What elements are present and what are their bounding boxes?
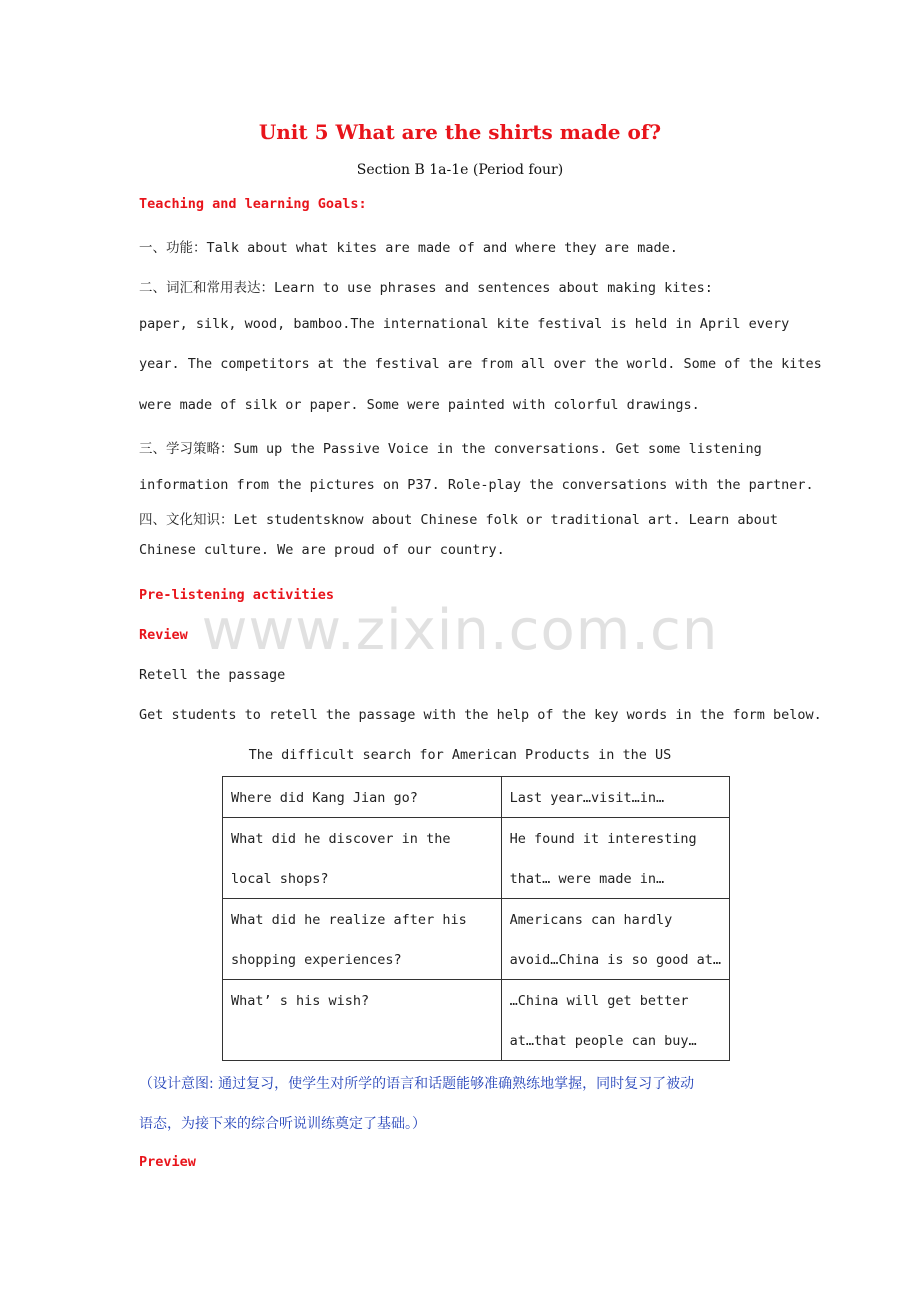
goal-strategy-line-2: information from the pictures on P37. Role-play the conversations with the partner.	[139, 477, 814, 493]
retell-line: Retell the passage	[139, 667, 286, 683]
question-text: local shops?	[231, 871, 329, 887]
key-words-cell	[501, 777, 729, 818]
key-words-table	[222, 776, 730, 1061]
preview-heading: Preview	[139, 1154, 196, 1170]
key-words-text: …China will get better	[509, 993, 689, 1009]
key-words-cell	[501, 818, 729, 899]
question-text: What’ s his wish?	[231, 993, 370, 1009]
page-title: Unit 5 What are the shirts made of?	[258, 120, 662, 144]
watermark: www.zixin.com.cn	[201, 598, 719, 663]
design-note-line-2: 语态，为接下来的综合听说训练奠定了基础。）	[139, 1116, 426, 1132]
review-heading: Review	[139, 627, 188, 643]
table-row	[223, 899, 730, 980]
question-cell	[223, 818, 502, 899]
goal-vocabulary-line-4: were made of silk or paper. Some were painted with colorful drawings.	[139, 397, 700, 413]
question-text: Where did Kang Jian go?	[231, 790, 418, 806]
table-row	[223, 980, 730, 1061]
goal-culture-line-1: 四、文化知识：Let studentsknow about Chinese folk or traditional art. Learn about	[139, 512, 779, 528]
question-cell	[223, 899, 502, 980]
goals-heading: Teaching and learning Goals:	[139, 196, 367, 212]
goal-vocabulary-line-2: paper, silk, wood, bamboo.The international kite festival is held in April every	[139, 316, 790, 332]
key-words-text: Last year…visit…in…	[509, 790, 665, 806]
design-note-line-1: （设计意图: 通过复习，使学生对所学的语言和话题能够准确熟练地掌握，同时复习了被动	[139, 1076, 695, 1092]
key-words-text: at…that people can buy…	[509, 1033, 697, 1049]
page-subtitle: Section B 1a-1e (Period four)	[356, 162, 564, 178]
question-cell	[223, 777, 502, 818]
pre-listening-heading: Pre-listening activities	[139, 587, 335, 603]
key-words-cell	[501, 980, 729, 1061]
goal-vocabulary-line-1: 二、词汇和常用表达：Learn to use phrases and sentences about making kites:	[139, 280, 713, 296]
question-text: What did he realize after his	[231, 912, 467, 928]
key-words-text: Americans can hardly	[509, 912, 673, 928]
goal-vocabulary-line-3: year. The competitors at the festival are from all over the world. Some of the kites	[139, 356, 822, 372]
key-words-text: avoid…China is so good at…	[509, 952, 721, 968]
key-words-text: that… were made in…	[509, 871, 665, 887]
key-words-text: He found it interesting	[509, 831, 697, 847]
goal-culture-line-2: Chinese culture. We are proud of our country.	[139, 542, 505, 558]
key-words-cell	[501, 899, 729, 980]
table-caption: The difficult search for American Products in the US	[248, 747, 672, 763]
table-row	[223, 818, 730, 899]
instruction-line: Get students to retell the passage with the help of the key words in the form below.	[139, 707, 822, 723]
question-cell	[223, 980, 502, 1061]
question-text: shopping experiences?	[231, 952, 402, 968]
table-row	[223, 777, 730, 818]
question-text: What did he discover in the	[231, 831, 451, 847]
goal-strategy-line-1: 三、学习策略：Sum up the Passive Voice in the conversations. Get some listening	[139, 441, 762, 457]
goal-function: 一、功能：Talk about what kites are made of and where they are made.	[139, 240, 678, 256]
